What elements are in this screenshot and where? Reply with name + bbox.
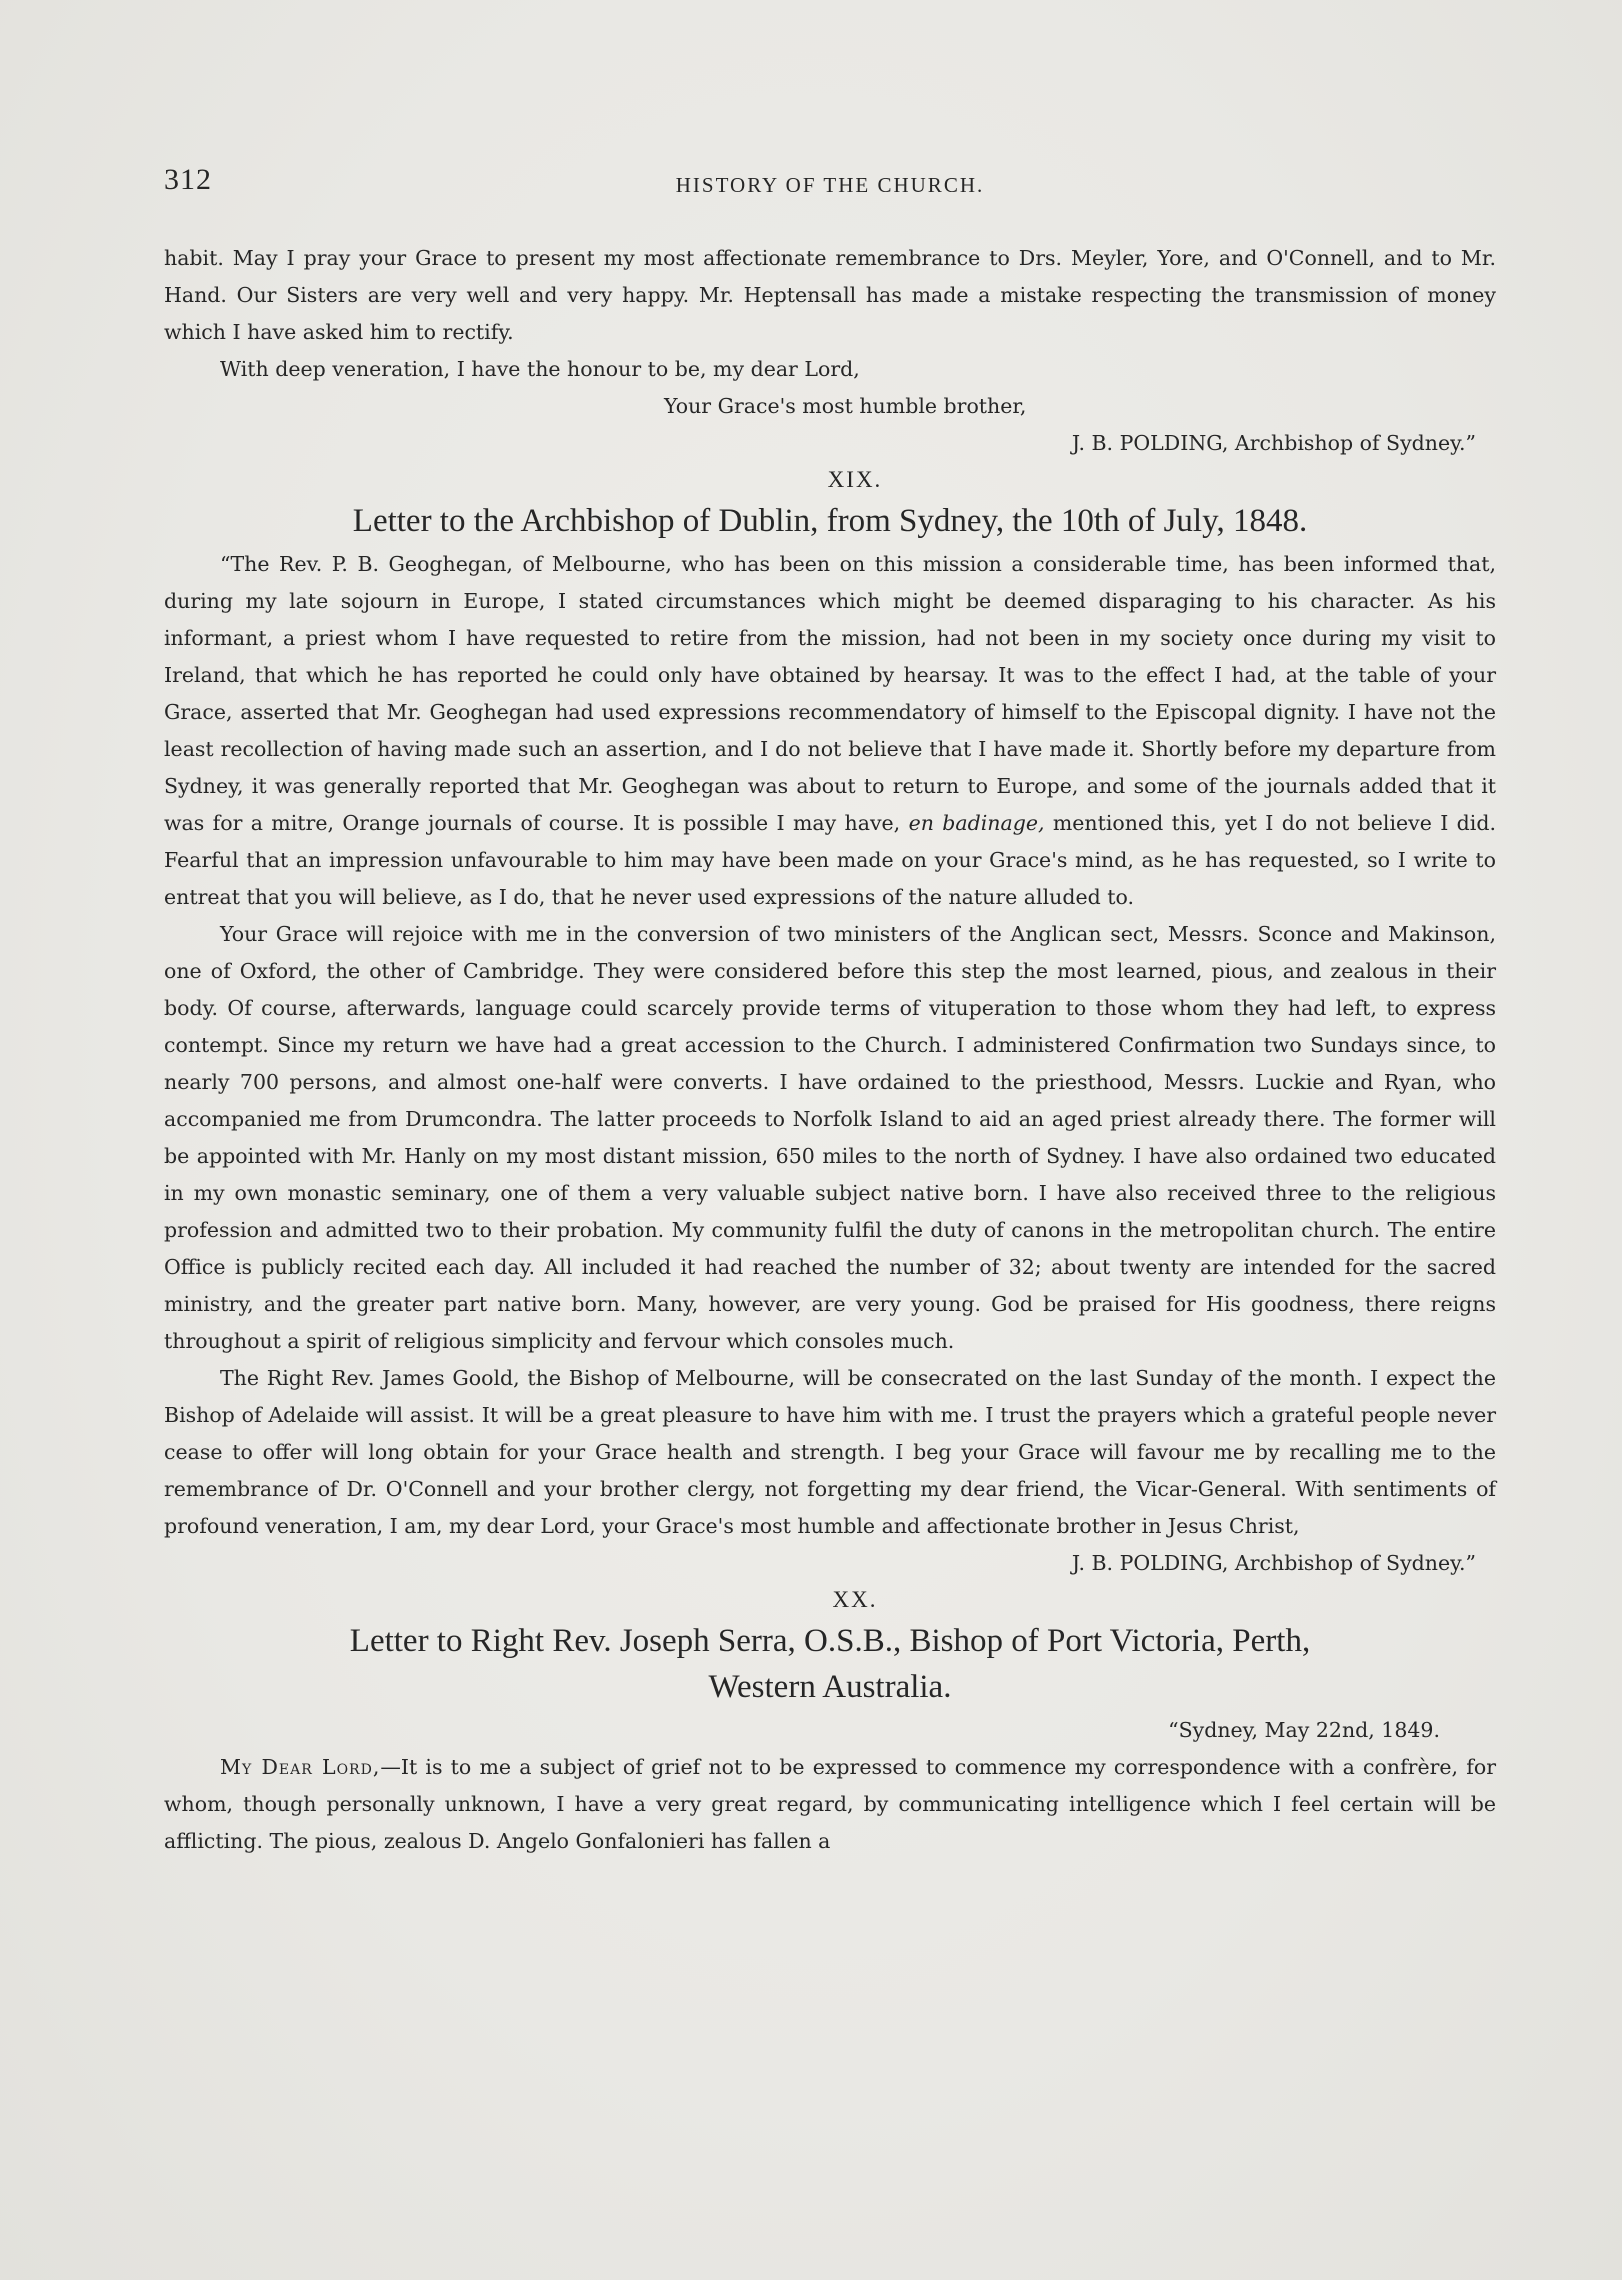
signature: J. B. POLDING, Archbishop of Sydney.” xyxy=(1071,431,1476,455)
running-title: HISTORY OF THE CHURCH. xyxy=(675,173,985,197)
closing-formula: Your Grace's most humble brother, xyxy=(664,394,1027,418)
closing-line: With deep veneration, I have the honour to be, my dear Lord, xyxy=(220,357,860,381)
page-header xyxy=(164,163,1496,203)
letter-heading-xx xyxy=(164,1618,1496,1710)
section-numeral-xx: XX. xyxy=(832,1587,878,1612)
letter-xix-paragraph-2: Your Grace will rejoice with me in the conversion of two ministers of the Anglican sect, Messrs. Sconce and Makinson, one of Oxford, the other of Cambridge. They were considered before this step the most learned, pious, and zealous in their body. Of course, afterwards, language could scarcely provide terms of vituperation to those whom they had left, to express contempt. Since my return we have had a great accession to the Church. I administered Confirmation two Sundays since, to nearly 700 persons, and almost one-half were converts. I have ordained to the priesthood, Messrs. Luckie and Ryan, who accompanied me from Drumcondra. The latter proceeds to Norfolk Island to aid an aged priest already there. The former will be appointed with Mr. Hanly on my most distant mission, 650 miles to the north of Sydney. I have also ordained two educated in my own monastic seminary, one of them a very valuable subject native born. I have also received three to the religious profession and admitted two to their probation. My community fulfil the duty of canons in the metropolitan church. The entire Office is publicly recited each day. All included it had reached the number of 32; about twenty are intended for the sacred ministry, and the greater part native born. Many, however, are very young. God be praised for His goodness, there reigns throughout a spirit of religious simplicity and fervour which consoles much. xyxy=(164,922,1496,1353)
section-numeral-xix: XIX. xyxy=(827,467,883,492)
paragraph-text: —It is to me a subject of grief not to be expressed to commence my correspondence with a confrère, for whom, though personally unknown, I have a very great regard, by communicating intelligence which I feel certain will be afflicting. The pious, zealous D. Angelo Gonfalonieri has fallen a xyxy=(164,1755,1496,1853)
italic-phrase: en badinage, xyxy=(908,811,1045,835)
letter-heading-xix: Letter to the Archbishop of Dublin, from Sydney, the 10th of July, 1848. xyxy=(352,503,1308,539)
paragraph-text: “The Rev. P. B. Geoghegan, of Melbourne, who has been on this mission a considerable time, has been informed that, during my late sojourn in Europe, I stated circumstances which might be deemed disparaging to his character. As his informant, a priest whom I have requested to retire from the mission, had not been in my society once during my visit to Ireland, that which he has reported he could only have obtained by hearsay. It was to the effect I had, at the table of your Grace, asserted that Mr. Geoghegan had used expressions recommendatory of himself to the Episcopal dignity. I have not the least recollection of having made such an assertion, and I do not believe that I have made it. Shortly before my departure from Sydney, it was generally reported that Mr. Geoghegan was about to return to Europe, and some of the journals added that it was for a mitre, Orange journals of course. It is possible I may have, xyxy=(164,552,1496,835)
letter-heading-line: Western Australia. xyxy=(708,1669,952,1705)
signature: J. B. POLDING, Archbishop of Sydney.” xyxy=(1071,1551,1476,1575)
letter-xx-paragraph-1 xyxy=(164,1749,1496,1860)
page-number: 312 xyxy=(164,163,212,196)
paragraph-text: mentioned this, yet I do not believe I did. Fearful that an impression unfavourable to him may have been made on your Grace's mind, as he has requested, so I write to entreat that you will believe, as I do, that he never used expressions of the nature alluded to. xyxy=(164,811,1496,909)
page-body xyxy=(164,240,1496,1860)
letter-date: “Sydney, May 22nd, 1849. xyxy=(1168,1718,1440,1742)
salutation: My Dear Lord, xyxy=(220,1755,381,1779)
continuation-paragraph: habit. May I pray your Grace to present my most affectionate remembrance to Drs. Meyler, Yore, and O'Connell, and to Mr. Hand. Our Sisters are very well and very happy. Mr. Heptensall has made a mistake respecting the transmission of money which I have asked him to rectify. xyxy=(164,246,1496,344)
letter-xix-paragraph-1 xyxy=(164,546,1496,916)
letter-xix-paragraph-3: The Right Rev. James Goold, the Bishop of Melbourne, will be consecrated on the last Sunday of the month. I expect the Bishop of Adelaide will assist. It will be a great pleasure to have him with me. I trust the prayers which a grateful people never cease to offer will long obtain for your Grace health and strength. I beg your Grace will favour me by recalling me to the remembrance of Dr. O'Connell and your brother clergy, not forgetting my dear friend, the Vicar-General. With sentiments of profound veneration, I am, my dear Lord, your Grace's most humble and affectionate brother in Jesus Christ, xyxy=(164,1366,1496,1538)
letter-heading-line: Letter to Right Rev. Joseph Serra, O.S.B., Bishop of Port Victoria, Perth, xyxy=(349,1623,1311,1659)
